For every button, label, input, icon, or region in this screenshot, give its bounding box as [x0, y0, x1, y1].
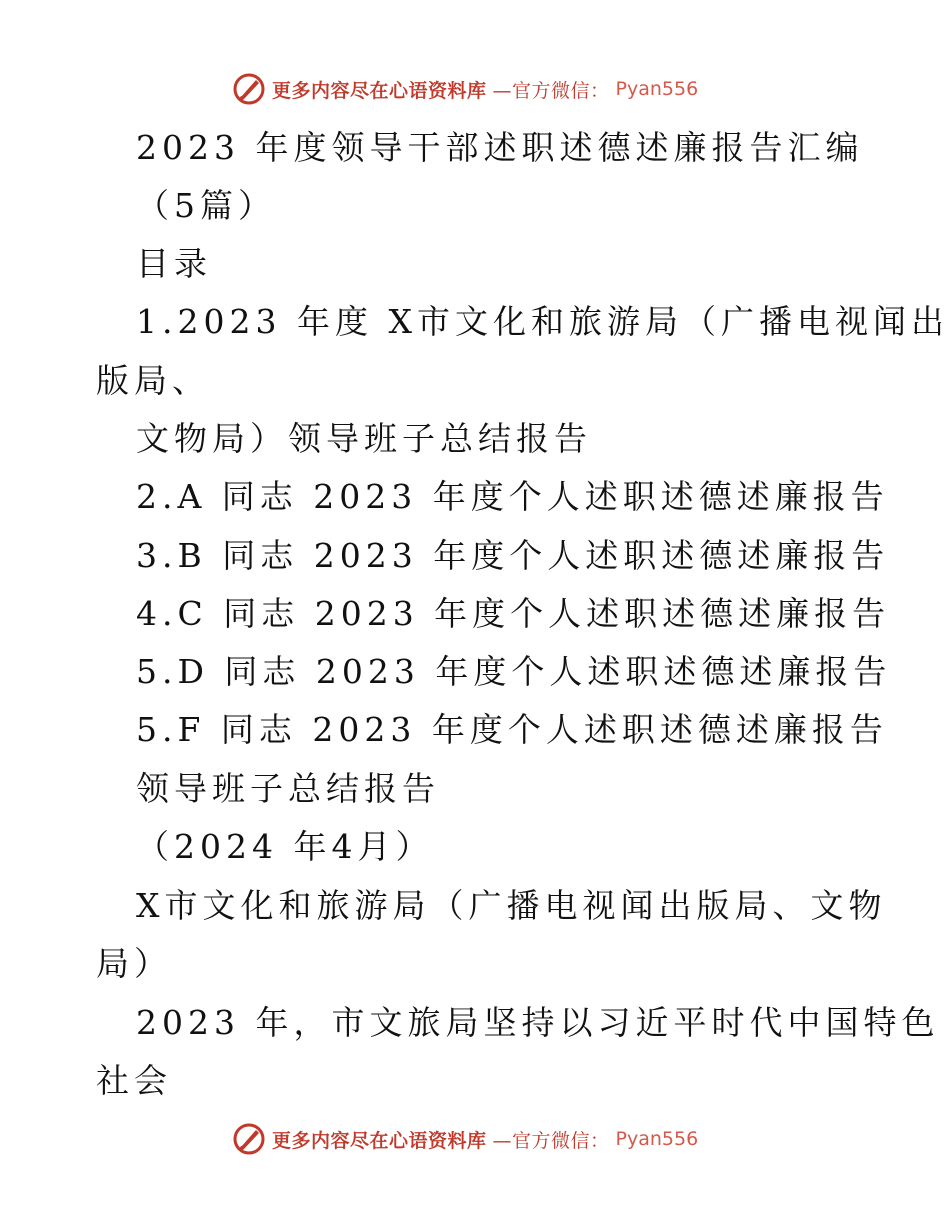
toc-heading: 目录 — [136, 244, 212, 283]
body-paragraph-continued: 社会 — [96, 1061, 172, 1100]
banner-subtitle: —官方微信： — [492, 79, 610, 102]
footer-banner — [232, 1121, 698, 1157]
document-subtitle: （5篇） — [136, 186, 276, 225]
toc-item-1: 1.2023 年度 X市文化和旅游局（广播电视闻出 — [136, 302, 949, 341]
header-banner — [232, 71, 698, 107]
toc-item-5: 5.D 同志 2023 年度个人述职述德述廉报告 — [136, 652, 892, 691]
toc-item-1-continued-2: 文物局）领导班子总结报告 — [136, 419, 592, 458]
section-title: 领导班子总结报告 — [136, 769, 440, 808]
toc-item-6: 5.F 同志 2023 年度个人述职述德述廉报告 — [136, 710, 888, 749]
toc-item-2: 2.A 同志 2023 年度个人述职述德述廉报告 — [136, 477, 889, 516]
organization-line: X市文化和旅游局（广播电视闻出版局、文物 — [136, 886, 887, 925]
organization-line-continued: 局） — [96, 944, 172, 983]
body-paragraph: 2023 年，市文旅局坚持以习近平时代中国特色 — [136, 1003, 940, 1042]
toc-item-4: 4.C 同志 2023 年度个人述职述德述廉报告 — [136, 594, 891, 633]
section-date: （2024 年4月） — [136, 827, 434, 866]
toc-item-1-continued: 版局、 — [96, 361, 210, 400]
pen-logo-icon — [232, 1122, 266, 1156]
banner-wechat-id: Pyan556 — [615, 1128, 699, 1150]
banner-title: 更多内容尽在心语资料库 — [272, 1129, 487, 1152]
document-title: 2023 年度领导干部述职述德述廉报告汇编 — [136, 128, 864, 167]
pen-logo-icon — [232, 72, 266, 106]
banner-wechat-id: Pyan556 — [615, 78, 699, 100]
banner-title: 更多内容尽在心语资料库 — [272, 79, 487, 102]
banner-subtitle: —官方微信： — [492, 1129, 610, 1152]
toc-item-3: 3.B 同志 2023 年度个人述职述德述廉报告 — [136, 536, 890, 575]
